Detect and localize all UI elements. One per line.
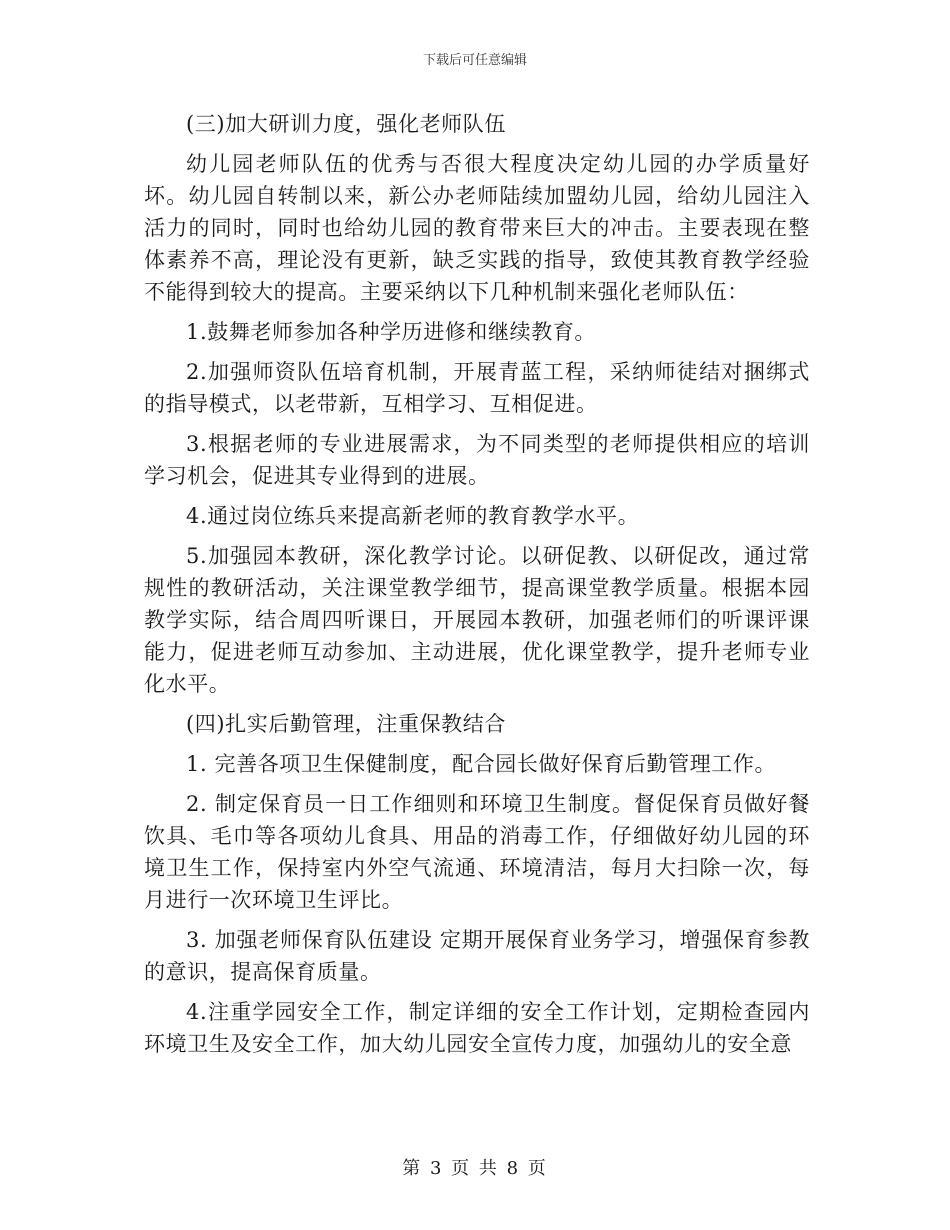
list-item: 2. 制定保育员一日工作细则和环境卫生制度。督促保育员做好餐饮具、毛巾等各项幼儿食具、用品的消毒工作，仔细做好幼儿园的环境卫生工作，保持室内外空气流通、环境清洁，每月大扫除一次，每月进行一次环境卫生评比。 — [144, 792, 810, 912]
list-item: 4.注重学园安全工作，制定详细的安全工作计划，定期检查园内环境卫生及安全工作，加大幼儿园安全宣传力度，加强幼儿的安全意 — [144, 1000, 810, 1056]
list-item: 1.鼓舞老师参加各种学历进修和继续教育。 — [186, 320, 597, 344]
list-item: 3.根据老师的专业进展需求，为不同类型的老师提供相应的培训学习机会，促进其专业得到的进展。 — [144, 432, 810, 488]
paragraph: 幼儿园老师队伍的优秀与否很大程度决定幼儿园的办学质量好坏。幼儿园自转制以来，新公办老师陆续加盟幼儿园，给幼儿园注入活力的同时，同时也给幼儿园的教育带来巨大的冲击。主要表现在整体素养不高，理论没有更新，缺乏实践的指导，致使其教育教学经验不能得到较大的提高。主要采纳以下几种机制来强化老师队伍： — [144, 152, 810, 304]
list-item: 1. 完善各项卫生保健制度，配合园长做好保育后勤管理工作。 — [186, 752, 777, 776]
section-heading-4: (四)扎实后勤管理，注重保教结合 — [186, 712, 506, 736]
page-number: 第 3 页 共 8 页 — [402, 1158, 548, 1179]
list-item: 4.通过岗位练兵来提高新老师的教育教学水平。 — [186, 504, 640, 528]
section-heading-3: (三)加大研训力度，强化老师队伍 — [186, 112, 506, 136]
list-item: 2.加强师资队伍培育机制，开展青蓝工程，采纳师徒结对捆绑式的指导模式，以老带新，互相学习、互相促进。 — [144, 360, 810, 416]
list-item: 3. 加强老师保育队伍建设 定期开展保育业务学习，增强保育参教的意识，提高保育质量。 — [144, 928, 810, 984]
list-item: 5.加强园本教研，深化教学讨论。以研促教、以研促改，通过常规性的教研活动，关注课堂教学细节，提高课堂教学质量。根据本园教学实际，结合周四听课日，开展园本教研，加强老师们的听课评课能力，促进老师互动参加、主动进展，优化课堂教学，提升老师专业化水平。 — [144, 544, 810, 696]
page-header: 下载后可任意编辑 — [422, 53, 527, 68]
document-body — [144, 108, 810, 1068]
